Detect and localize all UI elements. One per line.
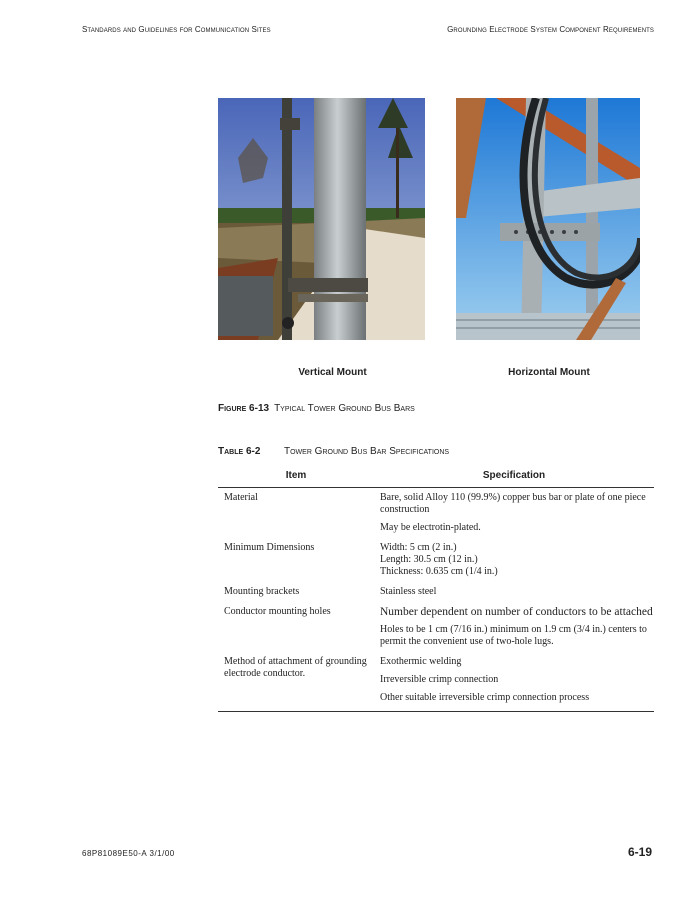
document-number: 68P81089E50-A 3/1/00: [82, 849, 175, 858]
spec-text: Width: 5 cm (2 in.): [380, 542, 457, 553]
row-item: Material: [224, 492, 258, 503]
running-header-left: Standards and Guidelines for Communication Sites: [82, 25, 271, 34]
spec-text: Number dependent on number of conductors to be attached: [380, 606, 653, 618]
running-header-right: Grounding Electrode System Component Requirements: [447, 25, 654, 34]
column-header-item: Item: [218, 468, 374, 488]
figure-number: Figure 6-13: [218, 403, 270, 414]
spec-text: Length: 30.5 cm (12 in.): [380, 554, 478, 565]
spec-text: Holes to be 1 cm (7/16 in.) minimum on 1.9 cm (3/4 in.) centers to permit the convenient use of two-hole lugs.: [380, 624, 647, 647]
table-number: Table 6-2: [218, 446, 261, 457]
table-title: [218, 446, 449, 457]
spec-text: Other suitable irreversible crimp connection process: [380, 692, 590, 703]
page-number: 6-19: [627, 845, 652, 859]
column-header-specification: Specification: [374, 468, 654, 488]
spec-text: May be electrotin-plated.: [380, 522, 481, 533]
spec-text: Irreversible crimp connection: [380, 674, 499, 685]
table-row: [218, 582, 654, 602]
row-item: Minimum Dimensions: [224, 542, 315, 553]
row-item: Method of attachment of grounding electrode conductor.: [218, 652, 374, 712]
table-row: [218, 538, 654, 582]
row-item: Conductor mounting holes: [224, 606, 331, 617]
spec-text: Exothermic welding: [380, 656, 462, 667]
table-title-text: Tower Ground Bus Bar Specifications: [284, 446, 450, 457]
specification-table: [218, 468, 654, 712]
spec-text: Thickness: 0.635 cm (1/4 in.): [380, 566, 498, 577]
table-row: [218, 602, 654, 652]
horizontal-mount-photo: [456, 98, 640, 340]
table-row: [218, 652, 654, 712]
vertical-mount-photo: [218, 98, 425, 340]
figure-title-text: Typical Tower Ground Bus Bars: [274, 403, 415, 414]
figure-title: [218, 403, 415, 414]
table-row: [218, 488, 654, 539]
spec-text: Stainless steel: [380, 586, 437, 597]
spec-text: Bare, solid Alloy 110 (99.9%) copper bus bar or plate of one piece construction: [380, 492, 646, 515]
vertical-mount-caption: Vertical Mount: [298, 367, 367, 378]
horizontal-mount-caption: Horizontal Mount: [508, 367, 590, 378]
row-item: Mounting brackets: [224, 586, 300, 597]
